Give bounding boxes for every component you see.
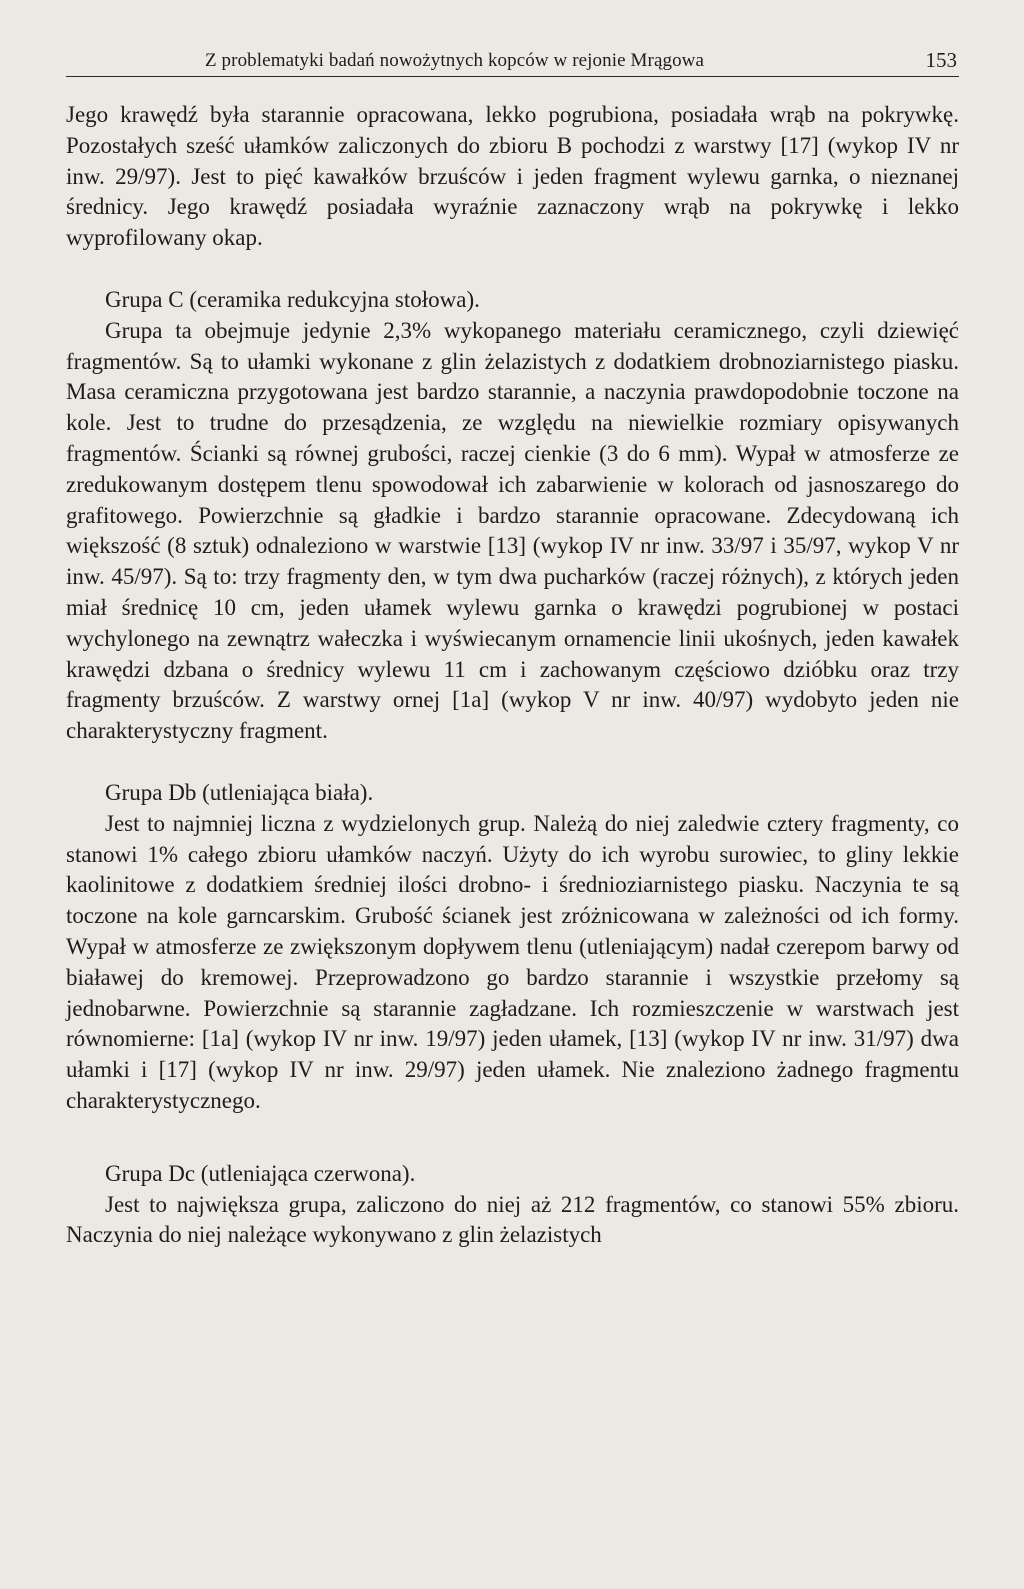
paragraph-grupa-c: Grupa ta obejmuje jedynie 2,3% wykopanego materiału ceramicznego, czyli dziewięć fragmentów. Są to ułamki wykonane z glin żelazistych z dodatkiem drobnoziarnistego piasku. Masa ceramiczna przygotowana jest bardzo starannie, a naczynia prawdopodobnie toczone na kole. Jest to trudne do przesądzenia, ze względu na niewielkie rozmiary opisywanych fragmentów. Ścianki są równej grubości, raczej cienkie (3 do 6 mm). Wypał w atmosferze ze zredukowanym dostępem tlenu spowodował ich zabarwienie w kolorach od jasnoszarego do grafitowego. Powierzchnie są gładkie i bardzo starannie opracowane. Zdecydowaną ich większość (8 sztuk) odnaleziono w warstwie [13] (wykop IV nr inw. 33/97 i 35/97, wykop V nr inw. 45/97). Są to: trzy fragmenty den, w tym dwa pucharków (raczej różnych), z których jeden miał średnicę 10 cm, jeden ułamek wylewu garnka o krawędzi pogrubionej w postaci wychylonego na zewnątrz wałeczka i wyświecanym ornamencie linii ukośnych, jeden kawałek krawędzi dzbana o średnicy wylewu 11 cm i zachowanym częściowo dzióbku oraz trzy fragmenty brzuśców. Z warstwy ornej [1a] (wykop V nr inw. 40/97) wydobyto jeden nie charakterystyczny fragment. <box>66 317 959 744</box>
paragraph-continuation: Jego krawędź była starannie opracowana, lekko pogrubiona, posiadała wrąb na pokrywkę. Pozostałych sześć ułamków zaliczonych do zbioru B pochodzi z warstwy [17] (wykop IV nr inw. 29/97). Jest to pięć kawałków brzuśców i jeden fragment wylewu garnka, o nieznanej średnicy. Jego krawędź posiadała wyraźnie zaznaczony wrąb na pokrywkę i lekko wyprofilowany okap. <box>66 102 959 251</box>
page-header <box>66 46 959 77</box>
section-heading-grupa-c: Grupa C (ceramika redukcyjna stołowa). <box>105 286 480 312</box>
paragraph-grupa-dc: Jest to największa grupa, zaliczono do niej aż 212 fragmentów, co stanowi 55% zbioru. Naczynia do niej należące wykonywano z glin żelazistych <box>66 1191 959 1248</box>
paragraph-grupa-db: Jest to najmniej liczna z wydzielonych grup. Należą do niej zaledwie cztery fragmenty, co stanowi 1% całego zbioru ułamków naczyń. Użyty do ich wyrobu surowiec, to gliny lekkie kaolinitowe z dodatkiem średniej ilości drobno- i średnioziarnistego piasku. Naczynia te są toczone na kole garncarskim. Grubość ścianek jest zróżnicowana w zależności od ich formy. Wypał w atmosferze ze zwiększonym dopływem tlenu (utleniającym) nadał czerepom barwy od białawej do kremowej. Przeprowadzono go bardzo starannie i wszystkie przełomy są jednobarwne. Powierzchnie są starannie zagładzane. Ich rozmieszczenie w warstwach jest równomierne: [1a] (wykop IV nr inw. 19/97) jeden ułamek, [13] (wykop IV nr inw. 31/97) dwa ułamki i [17] (wykop IV nr inw. 29/97) jeden ułamek. Nie znaleziono żadnego fragmentu charakterystycznego. <box>66 810 959 1113</box>
body-text <box>66 100 959 1251</box>
running-title: Z problematyki badań nowożytnych kopców w rejonie Mrągowa <box>205 50 705 71</box>
page-number: 153 <box>925 48 957 72</box>
section-heading-grupa-dc: Grupa Dc (utleniająca czerwona). <box>105 1160 416 1186</box>
section-heading-grupa-db: Grupa Db (utleniająca biała). <box>105 779 374 805</box>
